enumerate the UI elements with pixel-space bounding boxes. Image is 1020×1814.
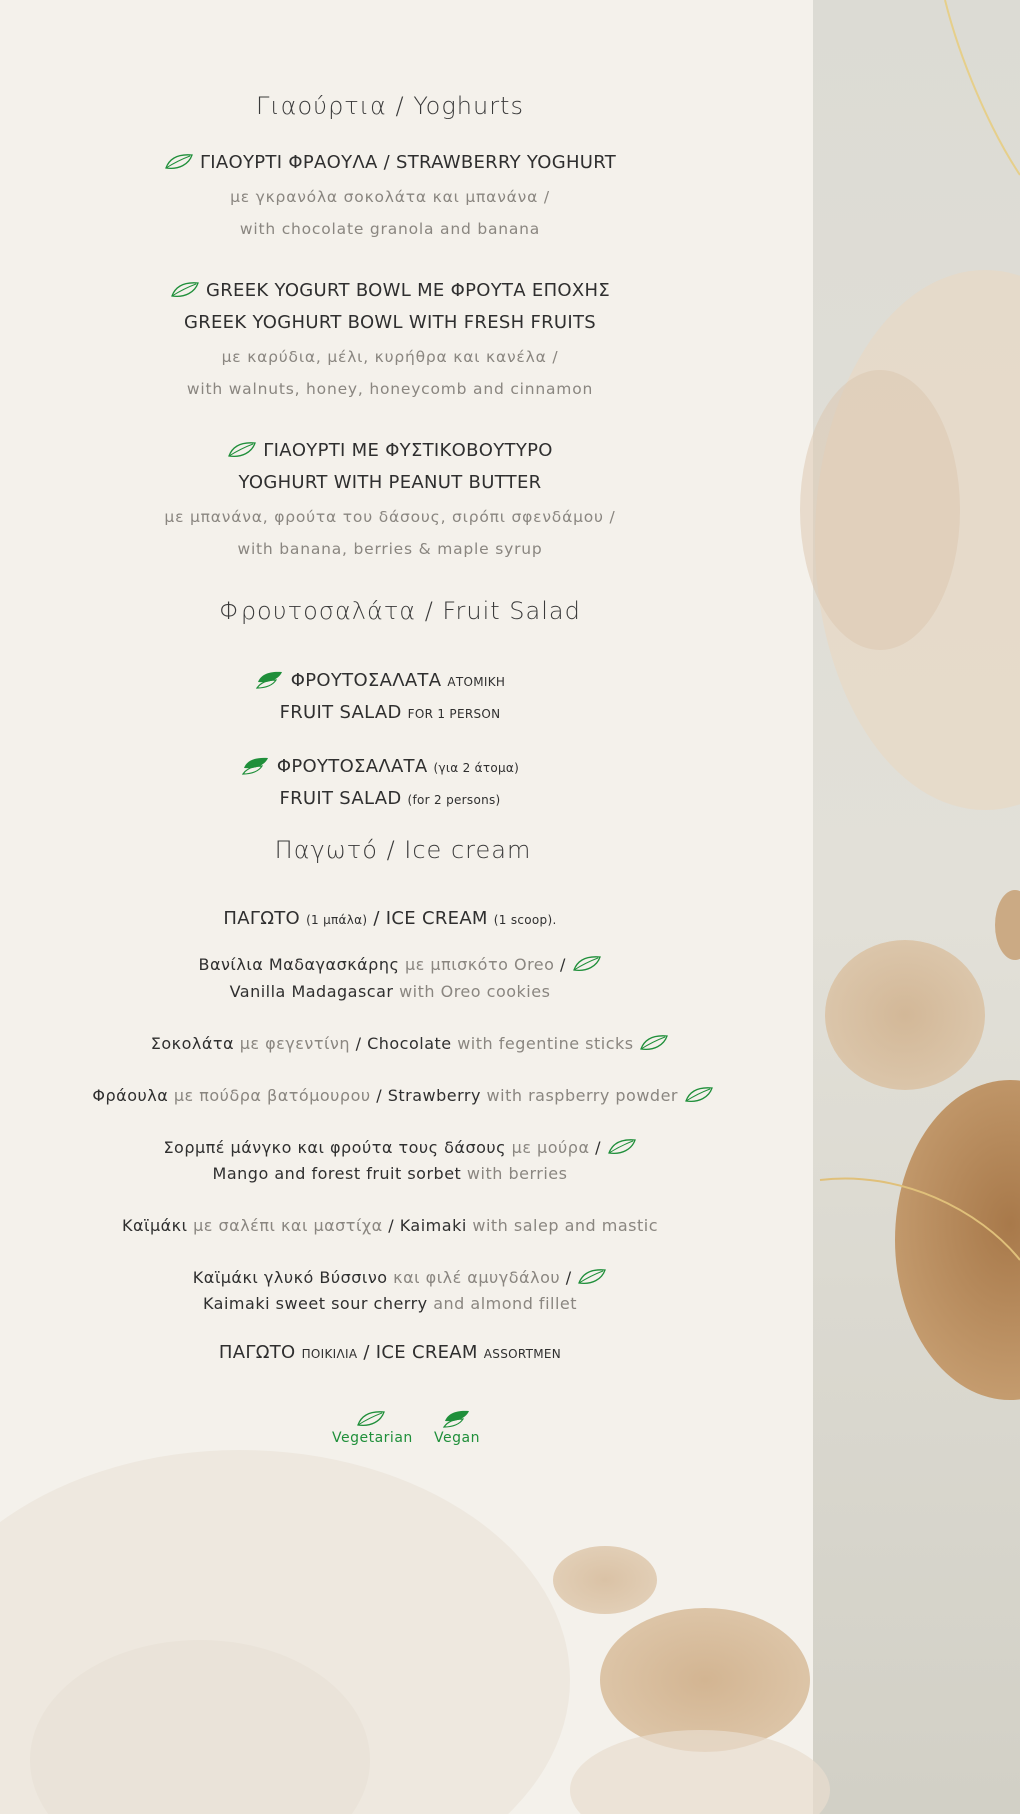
flavor-line-en: Kaimaki sweet sour cherry and almond fillet: [202, 1294, 578, 1313]
legend-vegan: Vegan: [434, 1430, 480, 1446]
leaf-filled-icon: [442, 1410, 472, 1428]
menu-item-desc-en: with chocolate granola and banana: [239, 220, 541, 238]
leaf-outline-icon: [170, 281, 200, 299]
section-title-ice-cream: Παγωτό / Ice cream: [274, 836, 532, 864]
menu-item-desc-en: with banana, berries & maple syrup: [237, 540, 543, 558]
flavor-line: Φράουλα με πούδρα βατόμουρου / Strawberry with raspberry powder: [0, 1086, 806, 1105]
menu-item-name-en: FRUIT SALAD FOR 1 PERSON: [279, 702, 501, 723]
menu-item-name: ΦΡΟΥΤΟΣΑΛΑΤΑ (για 2 άτομα): [0, 756, 760, 777]
menu-item-desc-gr: με γκρανόλα σοκολάτα και μπανάνα /: [230, 188, 550, 206]
flavor-line: Σοκολάτα με φεγεντίνη / Chocolate with fegentine sticks: [0, 1034, 820, 1053]
leaf-outline-icon: [164, 153, 194, 171]
legend-vegetarian: Vegetarian: [332, 1430, 413, 1446]
menu-item-desc-en: with walnuts, honey, honeycomb and cinnamon: [186, 380, 594, 398]
leaf-outline-icon: [356, 1410, 386, 1428]
leaf-outline-icon: [607, 1138, 637, 1156]
menu-item-desc-gr: με μπανάνα, φρούτα του δάσους, σιρόπι σφενδάμου /: [164, 508, 616, 526]
menu-item-name-en: YOGHURT WITH PEANUT BUTTER: [238, 472, 542, 493]
flavor-line: Καϊμάκι με σαλέπι και μαστίχα / Kaimaki with salep and mastic: [121, 1216, 659, 1235]
menu-item-name: ΓΙΑΟΥΡΤΙ ΦΡΑΟΥΛΑ / STRAWBERRY YOGHURT: [0, 152, 780, 173]
flavor-line-en: Mango and forest fruit sorbet with berries: [212, 1164, 568, 1183]
ice-cream-header: ΠΑΓΩΤΟ (1 μπάλα) / ICE CREAM (1 scoop).: [223, 908, 557, 929]
flavor-line-gr: Σορμπέ μάνγκο και φρούτα τους δάσους με μούρα /: [0, 1138, 800, 1157]
leaf-outline-icon: [227, 441, 257, 459]
menu-item-name: ΓΙΑΟΥΡΤΙ ΜΕ ΦΥΣΤΙΚΟΒΟΥΤΥΡΟ: [0, 440, 780, 461]
menu-item-name-en: GREEK YOGHURT BOWL WITH FRESH FRUITS: [183, 312, 597, 333]
menu-item-name-en: FRUIT SALAD (for 2 persons): [279, 788, 501, 809]
menu-item-desc-gr: με καρύδια, μέλι, κυρήθρα και κανέλα /: [221, 348, 559, 366]
leaf-filled-icon: [255, 671, 285, 689]
flavor-line-gr: Βανίλια Μαδαγασκάρης με μπισκότο Oreo /: [0, 955, 800, 974]
leaf-outline-icon: [684, 1086, 714, 1104]
leaf-outline-icon: [639, 1034, 669, 1052]
legend: [330, 1408, 490, 1468]
leaf-outline-icon: [577, 1268, 607, 1286]
flavor-line-en: Vanilla Madagascar with Oreo cookies: [229, 982, 551, 1001]
leaf-filled-icon: [241, 757, 271, 775]
ice-cream-assortment: ΠΑΓΩΤΟ ΠΟΙΚΙΛΙΑ / ICE CREAM ASSORTMEN: [218, 1342, 562, 1363]
flavor-line-gr: Καϊμάκι γλυκό Βύσσινο και φιλέ αμυγδάλου /: [0, 1268, 800, 1287]
section-title-fruit-salad: Φρουτοσαλάτα / Fruit Salad: [219, 597, 581, 625]
leaf-outline-icon: [572, 955, 602, 973]
section-title-yoghurts: Γιαούρτια / Yoghurts: [256, 92, 524, 120]
menu-item-name: GREEK YOGURT BOWL ΜΕ ΦΡΟΥΤΑ ΕΠΟΧΗΣ: [0, 280, 780, 301]
menu-item-name: ΦΡΟΥΤΟΣΑΛΑΤΑ ΑΤΟΜΙΚΗ: [0, 670, 760, 691]
